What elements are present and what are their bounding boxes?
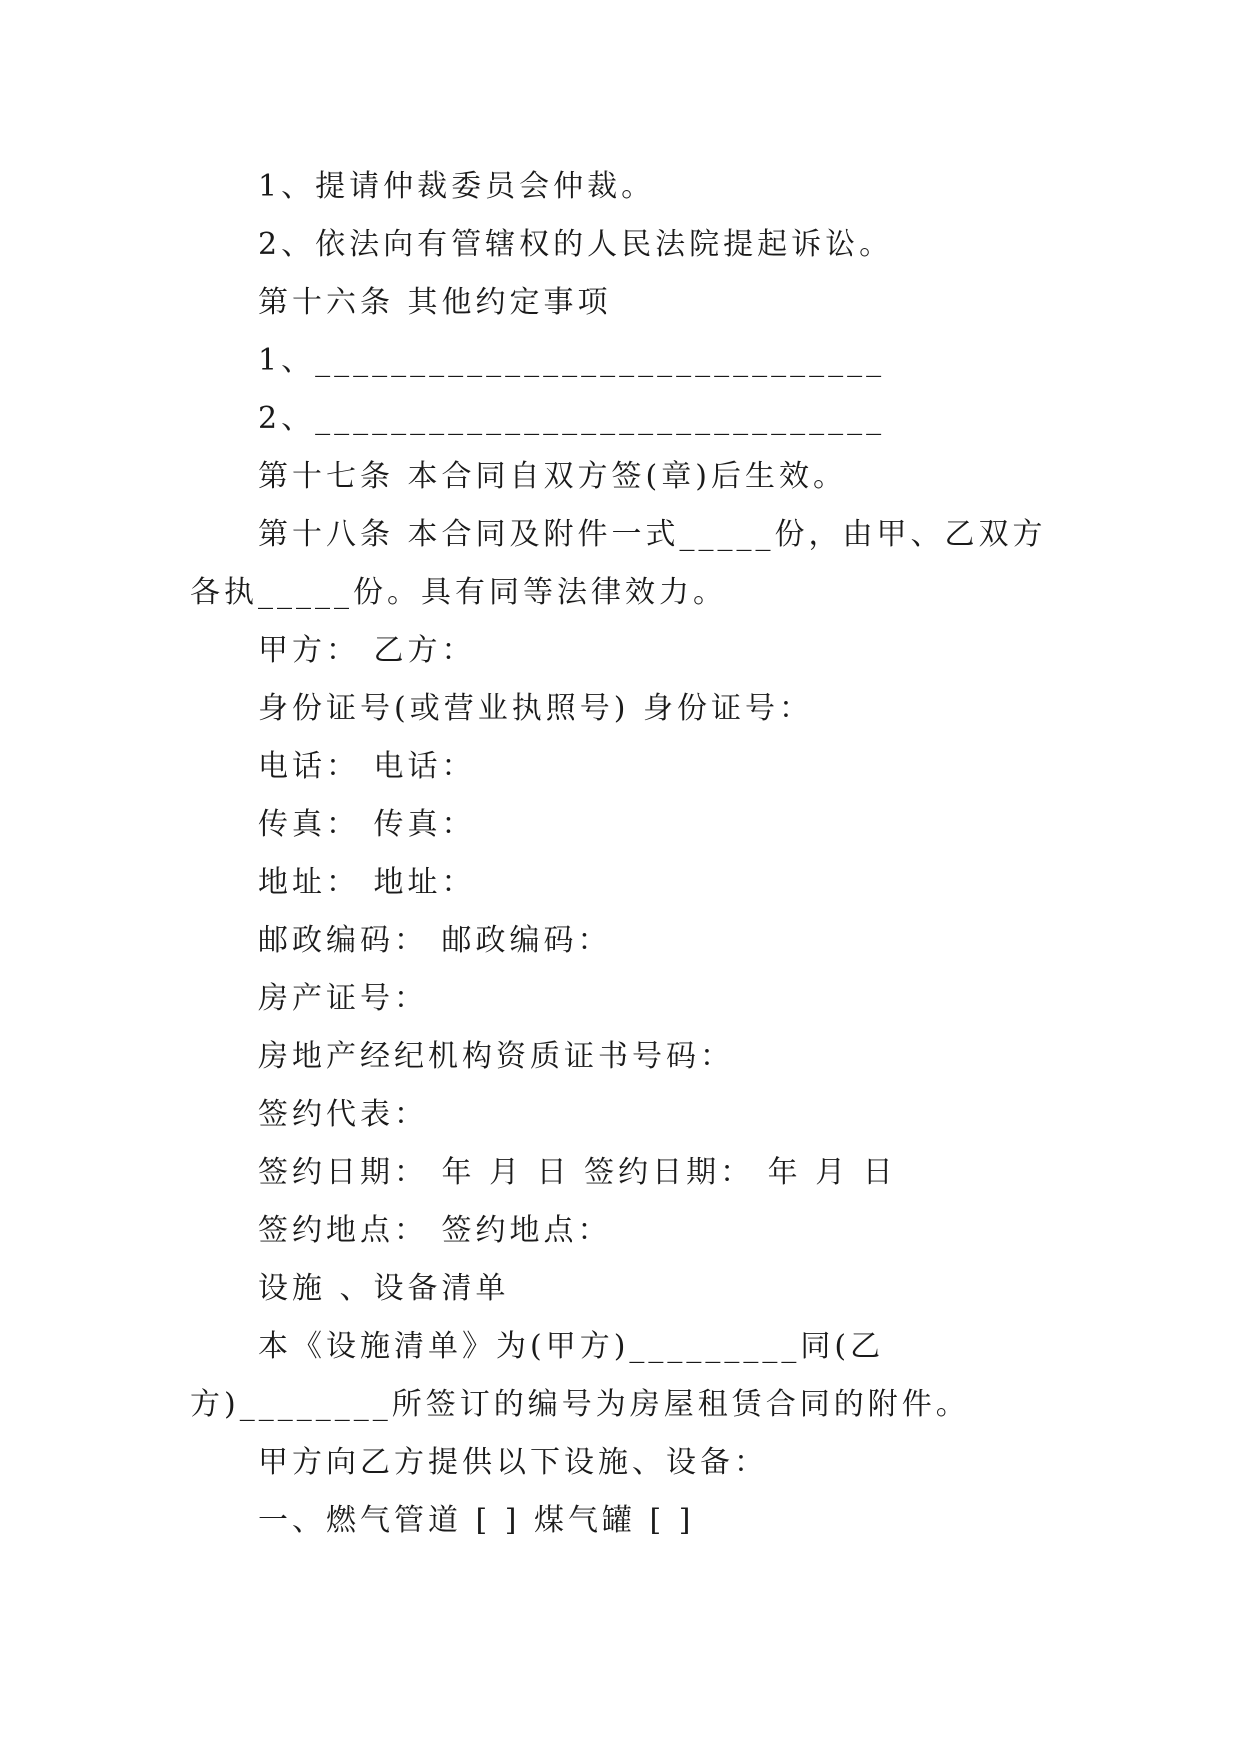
other-item-1: 1、______________________________ [258,343,886,378]
facilities-provided: 甲方向乙方提供以下设施、设备： [258,1445,768,1480]
signing-representative: 签约代表： [258,1097,428,1132]
facilities-list-intro: 本《设施清单》为(甲方)_________同(乙方)________所签订的编号为房屋租赁合同的附件。 [190,1329,970,1422]
faxes: 传真： 传真： [258,807,476,842]
article-17: 第十七条 本合同自双方签(章)后生效。 [258,459,847,494]
article-18: 第十八条 本合同及附件一式_____份，由甲、乙双方各执_____份。具有同等法律效力。 [190,517,1047,610]
property-certificate: 房产证号： [258,981,428,1016]
paragraph-litigation: 2、依法向有管辖权的人民法院提起诉讼。 [258,227,894,262]
other-item-2: 2、______________________________ [258,401,886,436]
facility-gas: 一、燃气管道 [ ] 煤气罐 [ ] [258,1503,695,1538]
signing-places: 签约地点： 签约地点： [258,1213,612,1248]
agency-certificate: 房地产经纪机构资质证书号码： [258,1039,734,1074]
phones: 电话： 电话： [258,749,476,784]
article-16-heading: 第十六条 其他约定事项 [258,285,612,320]
addresses: 地址： 地址： [258,865,476,900]
party-names: 甲方： 乙方： [258,633,476,668]
signing-dates: 签约日期： 年 月 日 签约日期： 年 月 日 [258,1155,897,1190]
postal-codes: 邮政编码： 邮政编码： [258,923,612,958]
facilities-list-heading: 设施 、设备清单 [258,1271,510,1306]
paragraph-arbitration: 1、提请仲裁委员会仲裁。 [258,169,656,204]
id-numbers: 身份证号(或营业执照号) 身份证号： [258,691,813,726]
